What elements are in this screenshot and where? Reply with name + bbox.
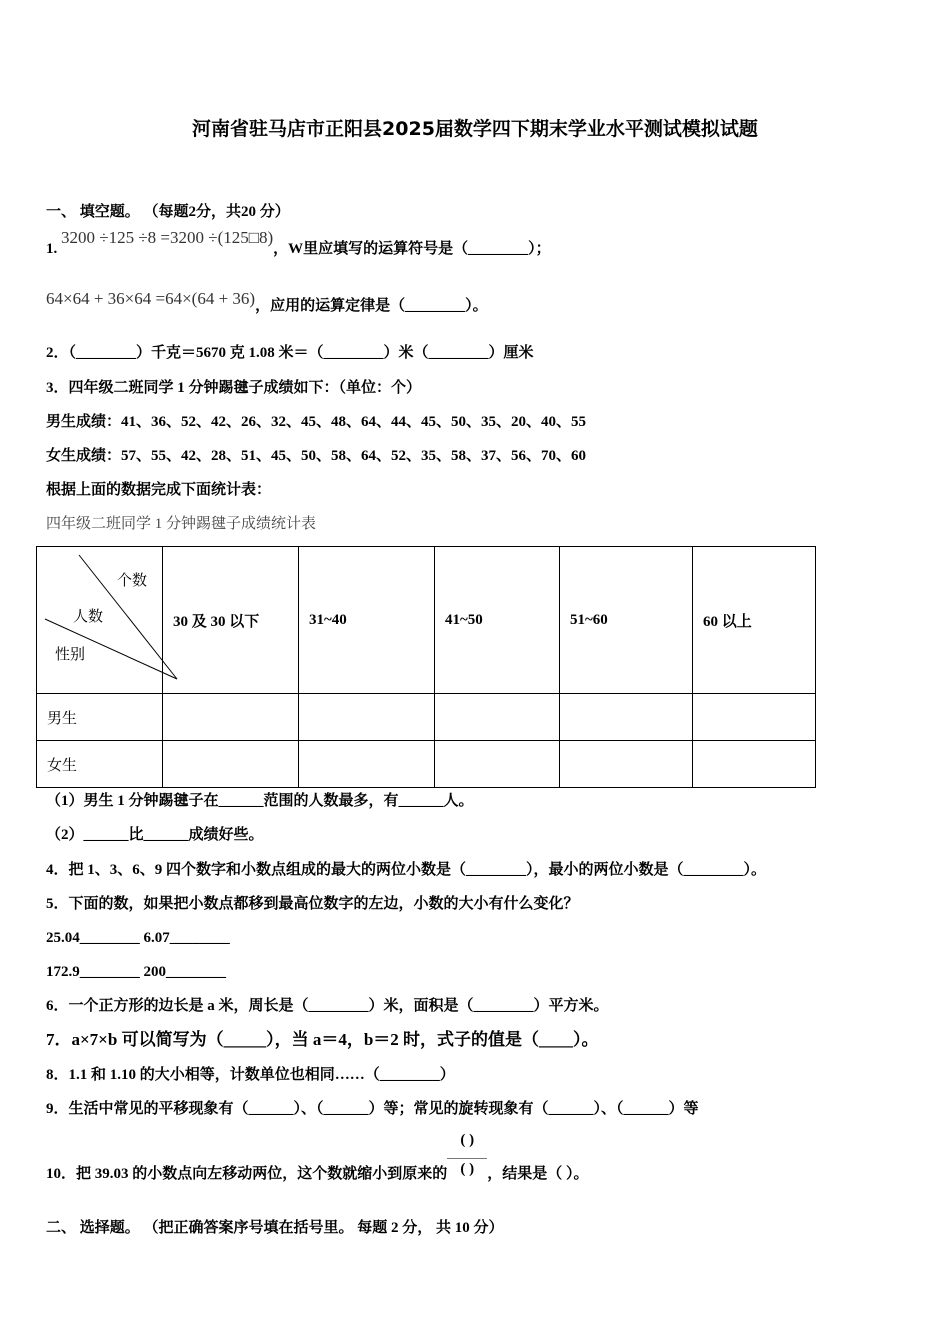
section-1-heading: 一、 填空题。 （每题2分，共20 分）: [46, 204, 290, 220]
column-header: 30 及 30 以下: [163, 547, 299, 694]
q1-formula: 3200 ÷125 ÷8 =3200 ÷(125□8): [61, 228, 274, 247]
blank-cell[interactable]: [435, 741, 560, 788]
fraction-denominator: ( ): [447, 1158, 487, 1179]
column-header: 41~50: [435, 547, 560, 694]
table-caption: 四年级二班同学 1 分钟踢毽子成绩统计表: [46, 516, 317, 532]
q10-text-2: ，结果是（ ）。: [487, 1166, 589, 1182]
question-4: 4．把 1、3、6、9 四个数字和小数点组成的最大的两位小数是（________），最小的两位小数是（________）。: [46, 862, 767, 878]
q10-text: 10．把 39.03 的小数点向左移动两位，这个数就缩小到原来的: [46, 1166, 448, 1182]
q1-formula-2: 64×64 + 36×64 =64×(64 + 36): [46, 289, 256, 308]
question-3-sub-2: （2）______比______成绩好些。: [46, 827, 264, 843]
column-header: 31~40: [299, 547, 435, 694]
question-9: 9．生活中常见的平移现象有（______）、（______）等；常见的旋转现象有（______）、（______）等: [46, 1101, 699, 1117]
page-title: 河南省驻马店市正阳县2025届数学四下期末学业水平测试模拟试题: [192, 118, 758, 140]
q1-text: ，W里应填写的运算符号是（________）；: [273, 241, 551, 257]
header-people: 人数: [73, 607, 104, 625]
table-row: [37, 694, 816, 741]
boys-scores: 男生成绩：41、36、52、42、26、32、45、48、64、44、45、50、35、20、40、55: [46, 414, 587, 430]
blank-cell[interactable]: [299, 741, 435, 788]
question-5: 5．下面的数，如果把小数点都移到最高位数字的左边，小数的大小有什么变化？: [46, 896, 579, 912]
q1-number: 1.: [46, 241, 58, 257]
blank-cell[interactable]: [560, 694, 693, 741]
diagonal-header-cell: [37, 547, 163, 694]
question-8: 8．1.1 和 1.10 的大小相等，计数单位也相同……（________）: [46, 1067, 455, 1083]
blank-cell[interactable]: [299, 694, 435, 741]
question-3-intro: 3．四年级二班同学 1 分钟踢毽子成绩如下：（单位：个）: [46, 380, 422, 396]
header-count: 个数: [117, 571, 148, 589]
table-instruction: 根据上面的数据完成下面统计表：: [46, 482, 272, 498]
header-gender: 性别: [55, 645, 86, 663]
stats-table: [36, 546, 816, 788]
blank-cell[interactable]: [693, 741, 816, 788]
column-header: 51~60: [560, 547, 693, 694]
question-3-sub-1: （1）男生 1 分钟踢毽子在______范围的人数最多，有______人。: [46, 793, 474, 809]
blank-cell[interactable]: [560, 741, 693, 788]
fraction-numerator: ( ): [460, 1132, 475, 1148]
section-2-heading: 二、 选择题。 （把正确答案序号填在括号里。 每题 2 分， 共 10 分）: [46, 1220, 504, 1236]
diagonal-lines: [37, 547, 182, 694]
column-header: 60 以上: [693, 547, 816, 694]
blank-cell[interactable]: [435, 694, 560, 741]
row-label: 男生: [37, 694, 163, 741]
question-7: 7．a×7×b 可以简写为（_____），当 a＝4，b＝2 时，式子的值是（____）。: [46, 1030, 599, 1049]
question-2: 2．（________）千克＝5670 克 1.08 米＝（________）米（________）厘米: [46, 345, 534, 361]
question-5-line-2: 172.9________ 200________: [46, 964, 226, 980]
question-1: [46, 228, 551, 259]
question-1-part-2: [46, 289, 488, 316]
question-6: 6．一个正方形的边长是 a 米，周长是（________）米，面积是（________）平方米。: [46, 998, 609, 1014]
question-5-line-1: 25.04________ 6.07________: [46, 930, 230, 946]
blank-cell[interactable]: [693, 694, 816, 741]
row-label: 女生: [37, 741, 163, 788]
q1-text-2: ，应用的运算定律是（________）。: [255, 298, 488, 314]
blank-cell[interactable]: [163, 694, 299, 741]
question-10: [46, 1132, 589, 1184]
fraction-blank[interactable]: [447, 1132, 487, 1178]
girls-scores: 女生成绩：57、55、42、28、51、45、50、58、64、52、35、58、37、56、70、60: [46, 448, 587, 464]
table-row: [37, 741, 816, 788]
blank-cell[interactable]: [163, 741, 299, 788]
